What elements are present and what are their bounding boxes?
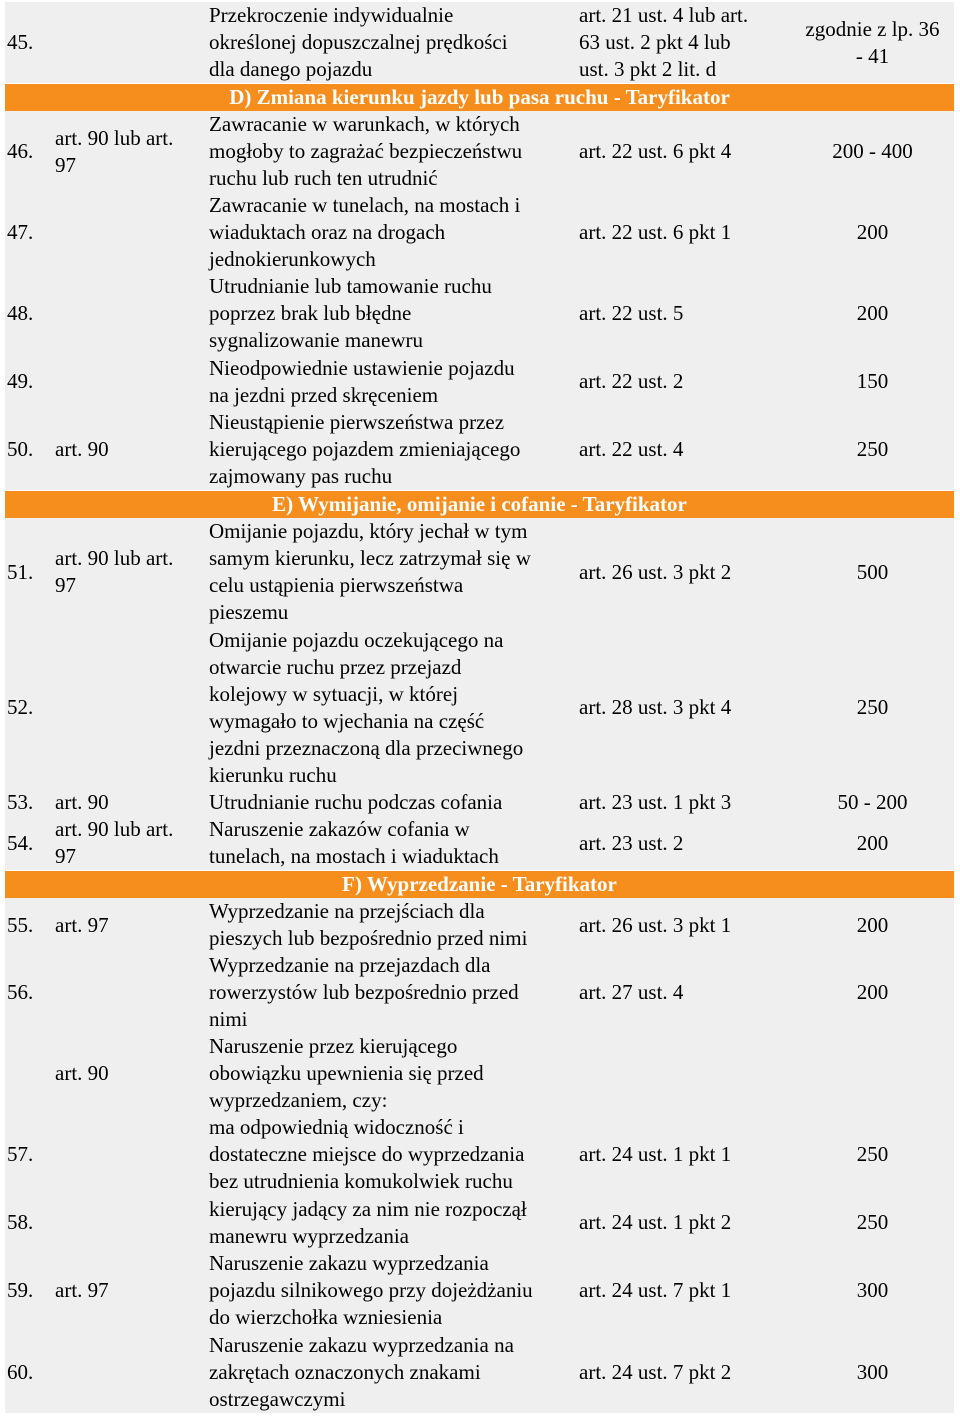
fine-amount: 250 <box>856 1142 889 1166</box>
table-row <box>5 952 954 1033</box>
section-header-f: F) Wyprzedzanie - Taryfikator <box>5 871 954 898</box>
row-number: 55. <box>7 912 34 937</box>
table-row <box>5 111 954 192</box>
offense-description: Naruszenie zakazu wyprzedzania pojazdu silnikowego przy dojeżdżaniu do wierzchołka wzniesienia <box>209 1251 533 1329</box>
article-ref <box>55 273 205 354</box>
article-ref <box>55 354 205 409</box>
law-reference: art. 22 ust. 6 pkt 4 <box>579 139 732 163</box>
article-ref: art. 97 <box>55 1278 109 1302</box>
law-reference: art. 22 ust. 6 pkt 1 <box>579 220 732 244</box>
fine-amount: 500 <box>856 559 889 584</box>
row-number: 58. <box>7 1210 34 1234</box>
law-reference: art. 24 ust. 1 pkt 1 <box>579 1142 732 1166</box>
table-row <box>5 409 954 490</box>
fine-amount: 200 <box>856 220 889 244</box>
law-reference: art. 23 ust. 1 pkt 3 <box>579 790 732 814</box>
row-number: 52. <box>7 695 34 719</box>
table-row <box>5 898 954 952</box>
table-row <box>5 1331 954 1413</box>
article-ref <box>55 192 205 273</box>
article-ref <box>55 952 205 1033</box>
offense-description: Nieustąpienie pierwszeństwa przez kierującego pojazdem zmieniającego zajmowany pas ruchu <box>209 410 521 488</box>
law-reference: art. 28 ust. 3 pkt 4 <box>579 695 732 719</box>
table-row <box>5 1114 954 1195</box>
article-ref: art. 97 <box>55 912 109 937</box>
fine-amount: 200 <box>856 980 889 1004</box>
table-row <box>5 1033 954 1114</box>
row-number: 45. <box>7 30 34 54</box>
table-row <box>5 789 954 816</box>
table-row <box>5 518 954 626</box>
row-number: 49. <box>7 369 34 393</box>
fine-amount: 250 <box>856 1210 889 1234</box>
table-row <box>5 273 954 354</box>
offense-description: Utrudnianie ruchu podczas cofania <box>209 790 503 814</box>
offense-description: Wyprzedzanie na przejazdach dla rowerzystów lub bezpośrednio przed nimi <box>209 953 519 1031</box>
fine-amount: zgodnie z lp. 36 - 41 <box>805 17 940 68</box>
offense-description: Zawracanie w warunkach, w których mogłoby to zagrażać bezpieczeństwu ruchu lub ruch ten utrudnić <box>209 112 523 190</box>
fine-amount: 250 <box>856 437 889 461</box>
law-reference: art. 23 ust. 2 <box>579 830 684 855</box>
fine-amount: 150 <box>856 369 889 393</box>
table-row <box>5 2 954 83</box>
offense-description: Wyprzedzanie na przejściach dla pieszych lub bezpośrednio przed nimi <box>209 899 528 950</box>
article-ref: art. 90 <box>55 790 109 814</box>
offense-description: Naruszenie zakazów cofania w tunelach, na mostach i wiaduktach <box>209 817 499 868</box>
law-reference: art. 22 ust. 4 <box>579 437 684 461</box>
fine-amount: 200 <box>856 912 889 937</box>
table-row <box>5 816 954 870</box>
fine-amount: 250 <box>856 695 889 719</box>
law-reference: art. 26 ust. 3 pkt 2 <box>579 559 732 584</box>
article-ref: art. 90 <box>55 437 109 461</box>
fine-amount: 300 <box>856 1278 889 1302</box>
article-ref: art. 90 <box>55 1061 109 1085</box>
fine-amount: 200 - 400 <box>832 139 913 163</box>
offense-description: Przekroczenie indywidualnie określonej dopuszczalnej prędkości dla danego pojazdu <box>209 3 508 81</box>
row-number <box>7 1033 51 1114</box>
table-row <box>5 1195 954 1250</box>
fine-amount <box>791 1033 954 1114</box>
table-row <box>5 626 954 789</box>
row-number: 53. <box>7 790 34 814</box>
offense-description: Omijanie pojazdu oczekującego na otwarcie ruchu przez przejazd kolejowy w sytuacji, w której wymagało to wjechania na część jezdni przeznaczoną dla przeciwnego kierunku ruchu <box>209 627 524 787</box>
offense-description: Nieodpowiednie ustawienie pojazdu na jezdni przed skręceniem <box>209 355 515 407</box>
article-ref: art. 90 lub art. 97 <box>55 817 174 868</box>
table-row <box>5 1250 954 1331</box>
article-ref <box>55 626 205 789</box>
offense-description: Omijanie pojazdu, który jechał w tym samym kierunku, lecz zatrzymał się w celu ustąpienia pierwszeństwa pieszemu <box>209 519 531 624</box>
article-ref <box>55 1114 205 1195</box>
section-header-e: E) Wymijanie, omijanie i cofanie - Taryfikator <box>5 491 954 518</box>
offense-description: Naruszenie przez kierującego obowiązku upewnienia się przed wyprzedzaniem, czy: <box>209 1034 484 1112</box>
row-number: 54. <box>7 830 34 855</box>
offense-description: Utrudnianie lub tamowanie ruchu poprzez brak lub błędne sygnalizowanie manewru <box>209 274 492 352</box>
table-row <box>5 192 954 273</box>
offense-description: Zawracanie w tunelach, na mostach i wiaduktach oraz na drogach jednokierunkowych <box>209 193 521 271</box>
law-reference: art. 27 ust. 4 <box>579 980 684 1004</box>
row-number: 56. <box>7 980 34 1004</box>
row-number: 47. <box>7 220 34 244</box>
law-reference: art. 24 ust. 7 pkt 1 <box>579 1278 732 1302</box>
row-number: 57. <box>7 1142 34 1166</box>
row-number: 59. <box>7 1278 34 1302</box>
article-ref <box>55 1195 205 1250</box>
offense-description: Naruszenie zakazu wyprzedzania na zakrętach oznaczonych znakami ostrzegawczymi <box>209 1332 514 1411</box>
law-reference: art. 24 ust. 1 pkt 2 <box>579 1210 732 1234</box>
section-header-d: D) Zmiana kierunku jazdy lub pasa ruchu - Taryfikator <box>5 84 954 111</box>
fine-amount: 300 <box>856 1359 889 1384</box>
table-row <box>5 354 954 409</box>
fine-amount: 50 - 200 <box>837 790 908 814</box>
law-reference: art. 24 ust. 7 pkt 2 <box>579 1359 732 1384</box>
article-ref: art. 90 lub art. 97 <box>55 125 174 177</box>
article-ref: art. 90 lub art. 97 <box>55 546 174 597</box>
offense-description: ma odpowiednią widoczność i dostateczne miejsce do wyprzedzania bez utrudnienia komukolwiek ruchu <box>209 1115 525 1193</box>
fine-amount: 200 <box>856 301 889 325</box>
row-number: 50. <box>7 437 34 461</box>
row-number: 48. <box>7 301 34 325</box>
law-reference: art. 22 ust. 2 <box>579 369 684 393</box>
law-reference: art. 26 ust. 3 pkt 1 <box>579 912 732 937</box>
offense-description: kierujący jadący za nim nie rozpoczął manewru wyprzedzania <box>209 1196 527 1248</box>
law-reference: art. 21 ust. 4 lub art. 63 ust. 2 pkt 4 lub ust. 3 pkt 2 lit. d <box>579 3 749 81</box>
row-number: 51. <box>7 559 34 584</box>
article-ref <box>55 1331 205 1413</box>
row-number: 46. <box>7 139 34 163</box>
law-reference: art. 22 ust. 5 <box>579 301 684 325</box>
law-reference <box>579 1033 789 1114</box>
fine-amount: 200 <box>856 830 889 855</box>
article-ref <box>55 2 205 83</box>
row-number: 60. <box>7 1359 34 1384</box>
